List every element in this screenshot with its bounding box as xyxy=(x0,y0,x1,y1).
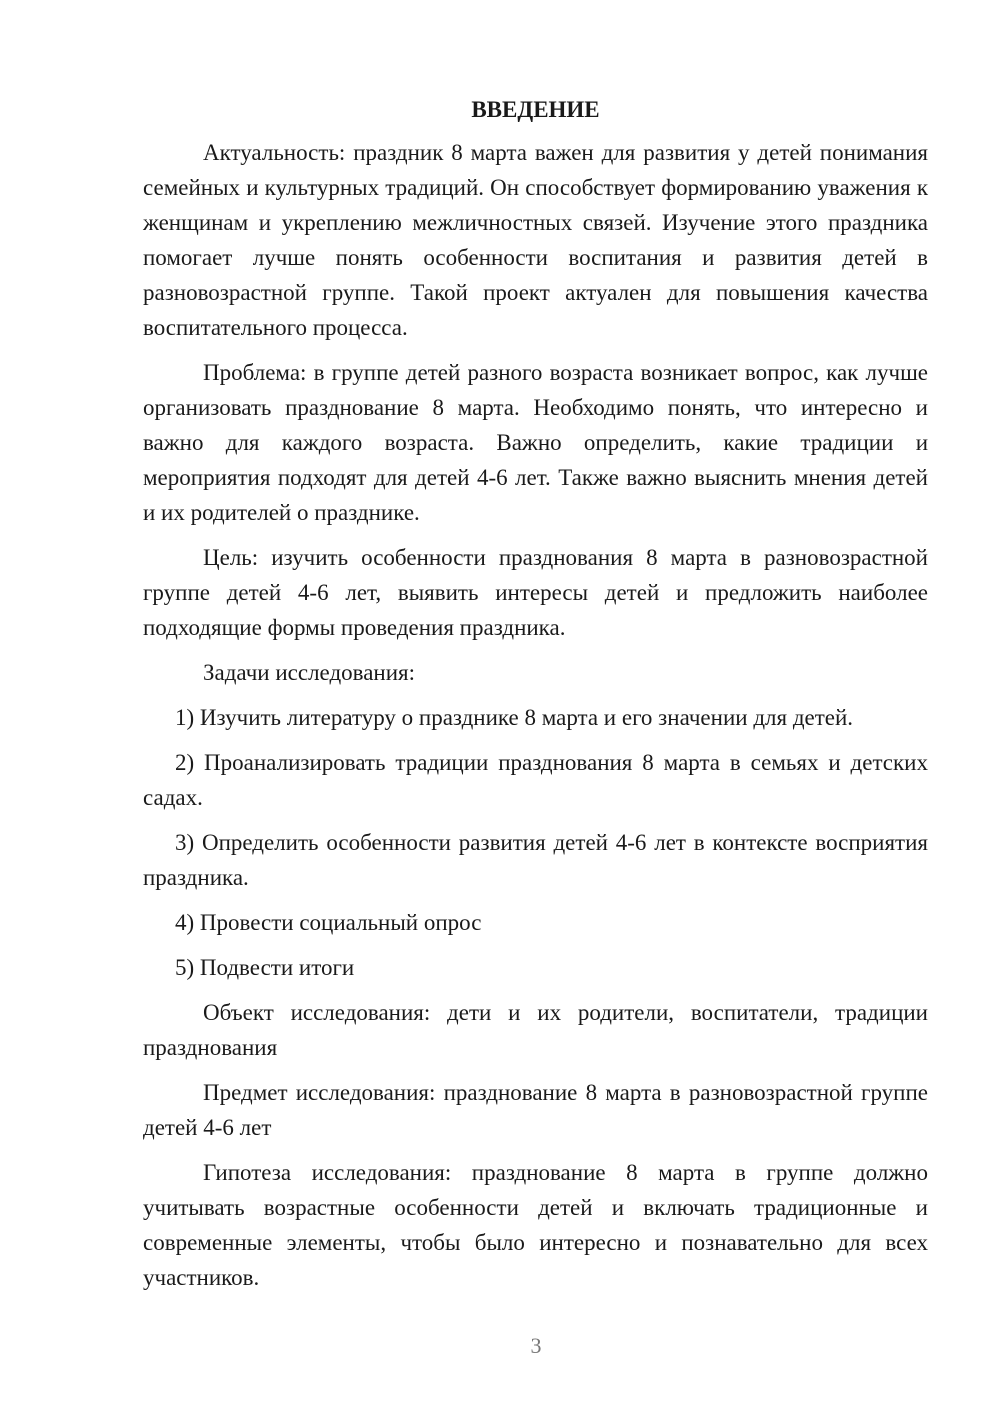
task-item-1: 1) Изучить литературу о празднике 8 марта и его значении для детей. xyxy=(175,705,854,730)
task-item-5: 5) Подвести итоги xyxy=(175,955,355,980)
page-number: 3 xyxy=(530,1333,542,1358)
paragraph-relevance: Актуальность: праздник 8 марта важен для развития у детей понимания семейных и культурных традиций. Он способствует формированию уважения к женщинам и укреплению межличностных связей. Изучение этого праздника помогает лучше понять особенности воспитания и развития детей в разновозрастной группе. Такой проект актуален для повышения качества воспитательного процесса. xyxy=(143,140,928,340)
task-item-4: 4) Провести социальный опрос xyxy=(175,910,482,935)
section-title: ВВЕДЕНИЕ xyxy=(471,97,600,122)
tasks-heading: Задачи исследования: xyxy=(203,660,416,685)
paragraph-hypothesis: Гипотеза исследования: празднование 8 марта в группе должно учитывать возрастные особенности детей и включать традиционные и современные элементы, чтобы было интересно и познавательно для всех участников. xyxy=(143,1160,928,1290)
paragraph-object: Объект исследования: дети и их родители, воспитатели, традиции празднования xyxy=(143,1000,928,1060)
paragraph-problem: Проблема: в группе детей разного возраста возникает вопрос, как лучше организовать празднование 8 марта. Необходимо понять, что интересно и важно для каждого возраста. Важно определить, какие традиции и мероприятия подходят для детей 4-6 лет. Также важно выяснить мнения детей и их родителей о празднике. xyxy=(143,360,928,525)
task-item-3: 3) Определить особенности развития детей 4-6 лет в контексте восприятия праздника. xyxy=(143,830,928,890)
document-page xyxy=(143,95,928,1305)
paragraph-goal: Цель: изучить особенности празднования 8 марта в разновозрастной группе детей 4-6 лет, выявить интересы детей и предложить наиболее подходящие формы проведения праздника. xyxy=(143,545,928,640)
paragraph-subject: Предмет исследования: празднование 8 марта в разновозрастной группе детей 4-6 лет xyxy=(143,1080,928,1140)
task-item-2: 2) Проанализировать традиции празднования 8 марта в семьях и детских садах. xyxy=(143,750,928,810)
